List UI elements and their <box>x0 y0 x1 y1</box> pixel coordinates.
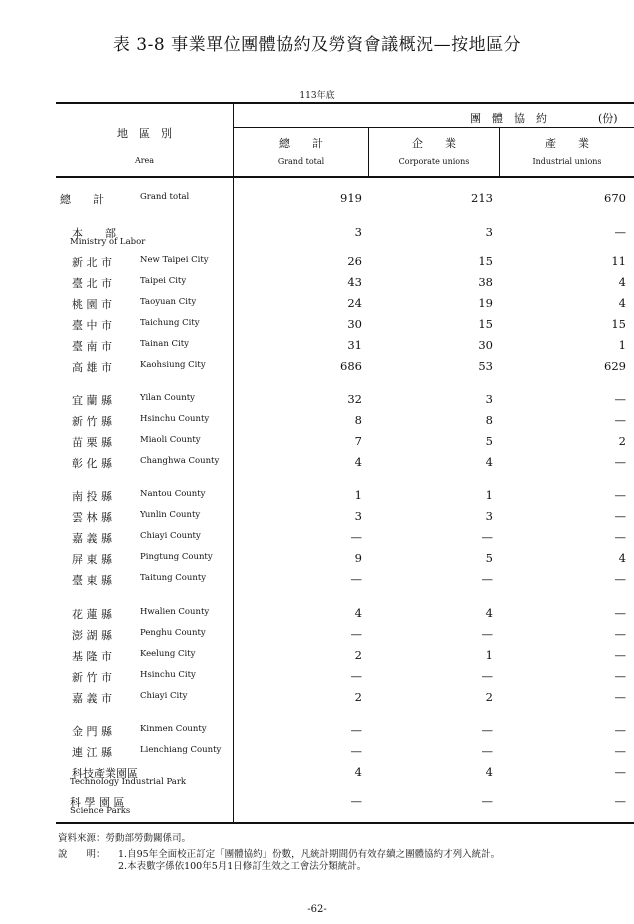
group-header: 團 體 協 約 <box>470 112 547 125</box>
cell-corp: 3 <box>485 225 493 239</box>
row-label-zh: 南 投 縣 <box>72 490 112 503</box>
table-row <box>0 392 634 410</box>
row-label-en: Penghu County <box>140 628 206 638</box>
row-label-en: Grand total <box>140 192 190 202</box>
cell-ind: — <box>614 669 626 683</box>
cell-total: — <box>350 794 362 808</box>
table-row <box>0 765 634 787</box>
table-row <box>0 413 634 431</box>
table-top-rule <box>56 102 634 104</box>
table-row <box>0 530 634 548</box>
cell-corp: — <box>481 794 493 808</box>
cell-ind: — <box>614 744 626 758</box>
page-number: -62- <box>307 904 327 915</box>
row-label-en: Keelung City <box>140 649 196 659</box>
row-label-en: Miaoli County <box>140 435 201 445</box>
row-label-zh: 本 部 <box>72 227 116 240</box>
cell-corp: 53 <box>478 359 493 373</box>
col-total-header-en: Grand total <box>277 157 325 166</box>
cell-corp: — <box>481 572 493 586</box>
cell-total: 919 <box>340 191 362 205</box>
row-label-zh: 科 學 園 區 <box>70 796 125 809</box>
col-ind-header-en: Industrial unions <box>532 157 602 166</box>
row-label-zh: 嘉 義 市 <box>72 692 112 705</box>
cell-total: 4 <box>354 455 362 469</box>
table-row <box>0 488 634 506</box>
table-row <box>0 509 634 527</box>
table-row <box>0 690 634 708</box>
row-label-zh: 新 北 市 <box>72 256 112 269</box>
cell-corp: — <box>481 669 493 683</box>
row-label-zh: 桃 園 市 <box>72 298 112 311</box>
cell-corp: 4 <box>485 606 493 620</box>
cell-total: 1 <box>354 488 362 502</box>
row-label-en: Nantou County <box>140 489 206 499</box>
row-label-en: Taipei City <box>140 276 187 286</box>
row-label-zh: 宜 蘭 縣 <box>72 394 112 407</box>
cell-ind: 1 <box>618 338 626 352</box>
row-label-zh: 總 計 <box>60 193 104 206</box>
cell-ind: — <box>614 794 626 808</box>
cell-ind: — <box>614 765 626 779</box>
cell-ind: — <box>614 413 626 427</box>
cell-total: 9 <box>354 551 362 565</box>
row-label-zh: 雲 林 縣 <box>72 511 112 524</box>
col-ind-header-zh: 產 業 <box>545 137 589 150</box>
table-row <box>0 572 634 590</box>
header-bottom-rule <box>56 176 634 178</box>
cell-corp: 1 <box>485 488 493 502</box>
row-label-en: Science Parks <box>70 806 131 816</box>
cell-ind: — <box>614 392 626 406</box>
row-label-zh: 基 隆 市 <box>72 650 112 663</box>
table-row <box>0 434 634 452</box>
cell-total: 26 <box>347 254 362 268</box>
row-label-zh: 科技產業園區 <box>72 767 138 780</box>
table-row <box>0 275 634 293</box>
cell-total: 43 <box>347 275 362 289</box>
cell-total: 4 <box>354 765 362 779</box>
row-label-en: Kinmen County <box>140 724 207 734</box>
row-label-zh: 連 江 縣 <box>72 746 112 759</box>
table-row <box>0 296 634 314</box>
table-row <box>0 455 634 473</box>
cell-ind: — <box>614 723 626 737</box>
row-label-zh: 金 門 縣 <box>72 725 112 738</box>
cell-ind: 11 <box>611 254 626 268</box>
row-label-en: Hsinchu County <box>140 414 210 424</box>
cell-corp: 4 <box>485 765 493 779</box>
cell-total: — <box>350 723 362 737</box>
row-label-en: Chiayi City <box>140 691 188 701</box>
col-corp-header-zh: 企 業 <box>412 137 456 150</box>
row-label-zh: 新 竹 縣 <box>72 415 112 428</box>
row-label-zh: 臺 中 市 <box>72 319 112 332</box>
cell-total: 24 <box>347 296 362 310</box>
cell-ind: 2 <box>618 434 626 448</box>
row-label-en: Lienchiang County <box>140 745 222 755</box>
cell-corp: 38 <box>478 275 493 289</box>
row-label-en: Yunlin County <box>140 510 201 520</box>
cell-total: — <box>350 744 362 758</box>
table-row <box>0 254 634 272</box>
cell-total: 686 <box>340 359 362 373</box>
table-row <box>0 225 634 247</box>
row-label-zh: 新 竹 市 <box>72 671 112 684</box>
table-row <box>0 551 634 569</box>
table-row <box>0 669 634 687</box>
cell-ind: — <box>614 648 626 662</box>
row-label-en: Taichung City <box>140 318 200 328</box>
cell-ind: 670 <box>604 191 626 205</box>
row-label-zh: 臺 北 市 <box>72 277 112 290</box>
col-total-header-zh: 總 計 <box>279 137 323 150</box>
region-header-en: Area <box>134 156 155 165</box>
col-corp-header-en: Corporate unions <box>398 157 470 166</box>
cell-total: 3 <box>354 509 362 523</box>
cell-ind: — <box>614 530 626 544</box>
row-label-en: Yilan County <box>140 393 195 403</box>
table-row <box>0 723 634 741</box>
row-label-en: Tainan City <box>140 339 189 349</box>
cell-total: 32 <box>347 392 362 406</box>
cell-ind: — <box>614 690 626 704</box>
cell-ind: — <box>614 572 626 586</box>
cell-ind: 4 <box>618 296 626 310</box>
cell-total: — <box>350 530 362 544</box>
cell-corp: 5 <box>485 434 493 448</box>
note-label: 說 明： <box>58 849 106 860</box>
table-bottom-rule <box>56 822 634 824</box>
table-row <box>0 648 634 666</box>
reference-date: 113年底 <box>299 91 335 101</box>
row-label-en: Chiayi County <box>140 531 201 541</box>
row-label-zh: 澎 湖 縣 <box>72 629 112 642</box>
row-label-zh: 高 雄 市 <box>72 361 112 374</box>
cell-ind: 15 <box>611 317 626 331</box>
table-row <box>0 317 634 335</box>
table-row <box>0 338 634 356</box>
row-label-en: Hsinchu City <box>140 670 196 680</box>
row-label-en: Hwalien County <box>140 607 210 617</box>
cell-corp: 3 <box>485 509 493 523</box>
table-row <box>0 606 634 624</box>
note-2: 2.本表數字係依100年5月1日修訂生效之工會法分類統計。 <box>118 861 367 872</box>
row-label-en: Technology Industrial Park <box>70 777 187 787</box>
cell-ind: 4 <box>618 551 626 565</box>
table-row <box>0 191 634 209</box>
unit-label: (份) <box>598 112 618 125</box>
row-label-zh: 臺 南 市 <box>72 340 112 353</box>
cell-corp: 2 <box>485 690 493 704</box>
cell-total: 30 <box>347 317 362 331</box>
table-row <box>0 627 634 645</box>
cell-total: 4 <box>354 606 362 620</box>
cell-total: — <box>350 572 362 586</box>
table-row <box>0 794 634 816</box>
cell-ind: — <box>614 627 626 641</box>
cell-corp: 5 <box>485 551 493 565</box>
row-label-en: Pingtung County <box>140 552 213 562</box>
cell-corp: 15 <box>478 254 493 268</box>
row-label-zh: 臺 東 縣 <box>72 574 112 587</box>
row-label-en: Ministry of Labor <box>70 237 146 247</box>
cell-ind: — <box>614 606 626 620</box>
row-label-zh: 苗 栗 縣 <box>72 436 112 449</box>
cell-ind: 4 <box>618 275 626 289</box>
cell-ind: 629 <box>604 359 626 373</box>
cell-total: 31 <box>347 338 362 352</box>
cell-corp: 30 <box>478 338 493 352</box>
cell-total: — <box>350 669 362 683</box>
row-label-zh: 花 蓮 縣 <box>72 608 112 621</box>
cell-total: 2 <box>354 690 362 704</box>
table-row <box>0 359 634 377</box>
row-label-en: New Taipei City <box>140 255 209 265</box>
row-label-zh: 彰 化 縣 <box>72 457 112 470</box>
row-label-en: Taitung County <box>140 573 207 583</box>
cell-corp: — <box>481 530 493 544</box>
cell-total: 2 <box>354 648 362 662</box>
cell-corp: — <box>481 744 493 758</box>
row-label-zh: 嘉 義 縣 <box>72 532 112 545</box>
source-note: 資料來源：勞動部勞動關係司。 <box>58 833 192 844</box>
cell-corp: — <box>481 627 493 641</box>
cell-total: 3 <box>354 225 362 239</box>
row-label-en: Kaohsiung City <box>140 360 206 370</box>
region-header-zh: 地 區 別 <box>117 127 172 140</box>
cell-corp: 1 <box>485 648 493 662</box>
page-title: 表 3-8 事業單位團體協約及勞資會議概況—按地區分 <box>112 35 522 55</box>
group-underline <box>234 127 634 128</box>
cell-ind: — <box>614 455 626 469</box>
row-label-en: Taoyuan City <box>140 297 197 307</box>
table-row <box>0 744 634 762</box>
cell-ind: — <box>614 225 626 239</box>
cell-corp: 19 <box>478 296 493 310</box>
cell-corp: 3 <box>485 392 493 406</box>
note-1: 1.自95年全面校正訂定「團體協約」份數，凡統計期間仍有效存續之團體協約才列入統計。 <box>118 849 501 860</box>
cell-corp: 4 <box>485 455 493 469</box>
cell-total: 8 <box>354 413 362 427</box>
cell-corp: 15 <box>478 317 493 331</box>
cell-corp: — <box>481 723 493 737</box>
row-label-zh: 屏 東 縣 <box>72 553 112 566</box>
cell-ind: — <box>614 509 626 523</box>
cell-ind: — <box>614 488 626 502</box>
cell-corp: 213 <box>471 191 493 205</box>
cell-total: 7 <box>354 434 362 448</box>
cell-corp: 8 <box>485 413 493 427</box>
row-label-en: Changhwa County <box>140 456 220 466</box>
cell-total: — <box>350 627 362 641</box>
